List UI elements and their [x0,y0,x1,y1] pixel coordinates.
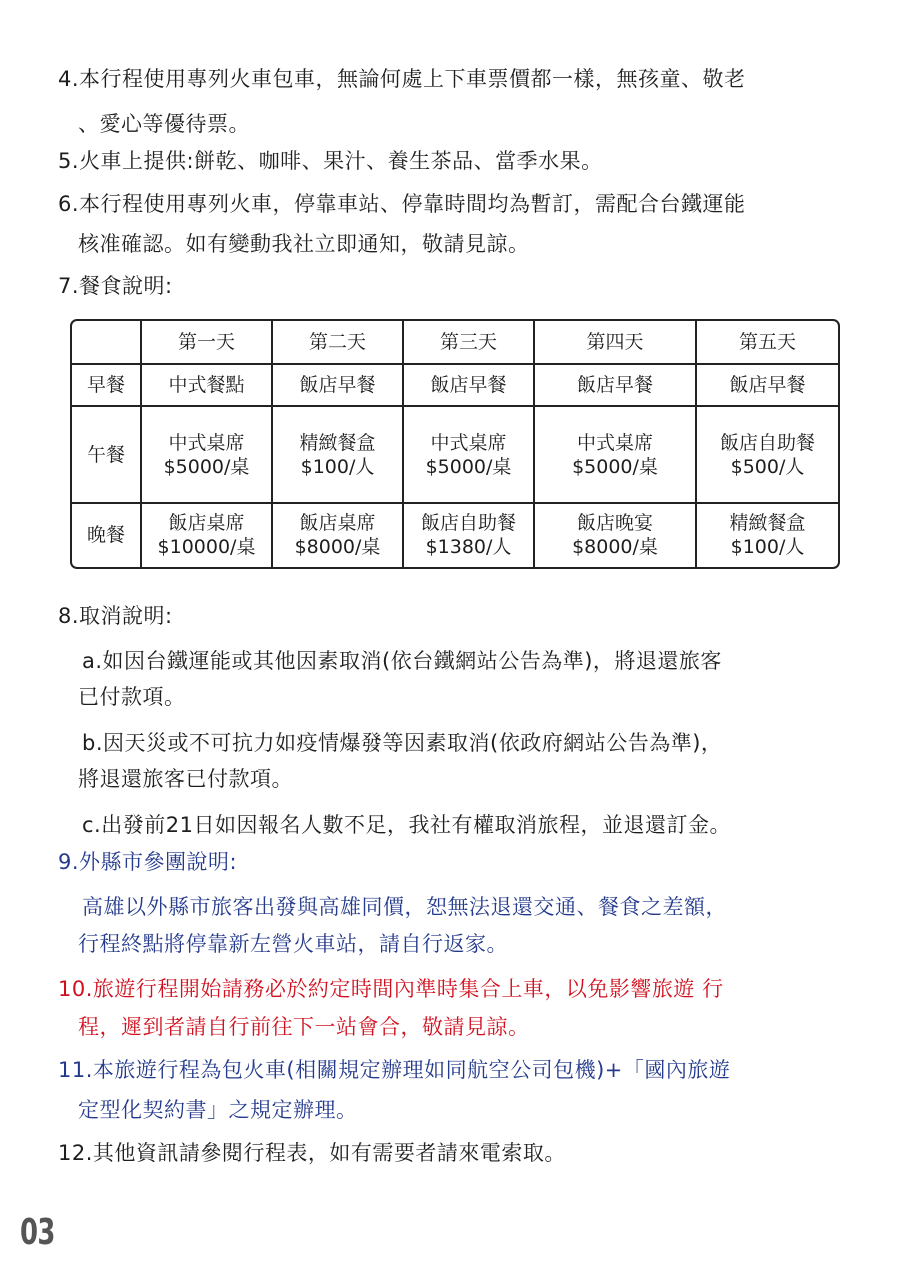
meal-price: $1380/人 [425,536,512,559]
item-4-line-1: 4.本行程使用專列火車包車，無論何處上下車票價都一樣，無孩童、敬老 [58,67,746,91]
meal-name: 中式桌席 [168,431,245,454]
item-10-line-1: 10.旅遊行程開始請務必於約定時間內準時集合上車，以免影響旅遊 行 [58,977,724,1001]
meal-cell [535,504,697,567]
item-6-line-1: 6.本行程使用專列火車，停靠車站、停靠時間均為暫訂，需配合台鐵運能 [58,192,746,216]
header-cell: 第二天 [273,321,404,365]
row-label: 晚餐 [72,504,142,567]
meal-price: $10000/桌 [157,536,256,559]
meal-name: 飯店早餐 [576,374,653,397]
meal-name: 中式桌席 [576,431,653,454]
item-8: 8.取消說明: [58,604,173,628]
meal-cell [404,407,535,504]
table-row-breakfast [72,365,838,408]
header-cell: 第一天 [142,321,273,365]
meal-name: 飯店早餐 [299,374,376,397]
header-cell: 第五天 [697,321,838,365]
item-8a-line-1: a.如因台鐵運能或其他因素取消(依台鐵網站公告為準)，將退還旅客 [82,649,722,673]
item-8b-line-2: 將退還旅客已付款項。 [78,767,293,791]
meal-name: 精緻餐盒 [299,431,376,454]
meal-name: 中式餐點 [168,374,245,397]
meal-price: $500/人 [730,455,805,478]
meal-table [70,319,840,569]
meal-cell [273,365,404,408]
header-cell [72,321,142,365]
meal-price: $5000/桌 [425,455,512,478]
item-11-line-1: 11.本旅遊行程為包火車(相關規定辦理如同航空公司包機)+「國內旅遊 [58,1058,731,1082]
item-8a-line-2: 已付款項。 [78,685,186,709]
item-8c: c.出發前21日如因報名人數不足，我社有權取消旅程，並退還訂金。 [82,813,731,837]
row-label: 午餐 [72,407,142,504]
meal-cell [142,407,273,504]
meal-name: 飯店自助餐 [420,512,516,535]
item-5: 5.火車上提供:餅乾、咖啡、果汁、養生茶品、當季水果。 [58,149,603,173]
header-cell: 第四天 [535,321,697,365]
meal-price: $8000/桌 [294,536,381,559]
meal-price: $5000/桌 [572,455,658,478]
meal-cell [697,407,838,504]
meal-name: 飯店桌席 [168,512,245,535]
meal-cell [404,504,535,567]
meal-cell [142,365,273,408]
meal-cell [404,365,535,408]
meal-cell [273,504,404,567]
meal-cell [535,365,697,408]
meal-name: 飯店早餐 [430,374,507,397]
meal-name: 中式桌席 [430,431,507,454]
meal-price: $8000/桌 [572,536,658,559]
meal-name: 飯店自助餐 [719,431,815,454]
page-number: 03 [20,1212,55,1253]
row-label: 早餐 [72,365,142,408]
item-11-line-2: 定型化契約書」之規定辦理。 [78,1098,358,1122]
meal-price: $100/人 [300,455,375,478]
meal-cell [273,407,404,504]
table-row-dinner [72,504,838,567]
meal-name: 飯店桌席 [299,512,376,535]
item-9: 9.外縣市參團說明: [58,850,238,874]
meal-cell [142,504,273,567]
table-header-row [72,321,838,365]
item-9-line-1: 高雄以外縣市旅客出發與高雄同價，恕無法退還交通、餐食之差額， [82,895,727,919]
item-10-line-2: 程，遲到者請自行前往下一站會合，敬請見諒。 [78,1015,530,1039]
header-cell: 第三天 [404,321,535,365]
meal-name: 飯店晚宴 [576,512,653,535]
meal-cell [697,504,838,567]
meal-cell [697,365,838,408]
table-row-lunch [72,407,838,504]
meal-cell [535,407,697,504]
item-12: 12.其他資訊請參閱行程表，如有需要者請來電索取。 [58,1141,566,1165]
item-6-line-2: 核准確認。如有變動我社立即通知，敬請見諒。 [78,232,530,256]
item-8b-line-1: b.因天災或不可抗力如疫情爆發等因素取消(依政府網站公告為準)， [82,731,723,755]
item-7: 7.餐食說明: [58,274,173,298]
meal-name: 飯店早餐 [729,374,806,397]
item-4-line-2: 、愛心等優待票。 [78,112,250,136]
item-9-line-2: 行程終點將停靠新左營火車站，請自行返家。 [78,932,508,956]
meal-price: $100/人 [730,536,805,559]
meal-price: $5000/桌 [163,455,250,478]
meal-name: 精緻餐盒 [729,512,806,535]
